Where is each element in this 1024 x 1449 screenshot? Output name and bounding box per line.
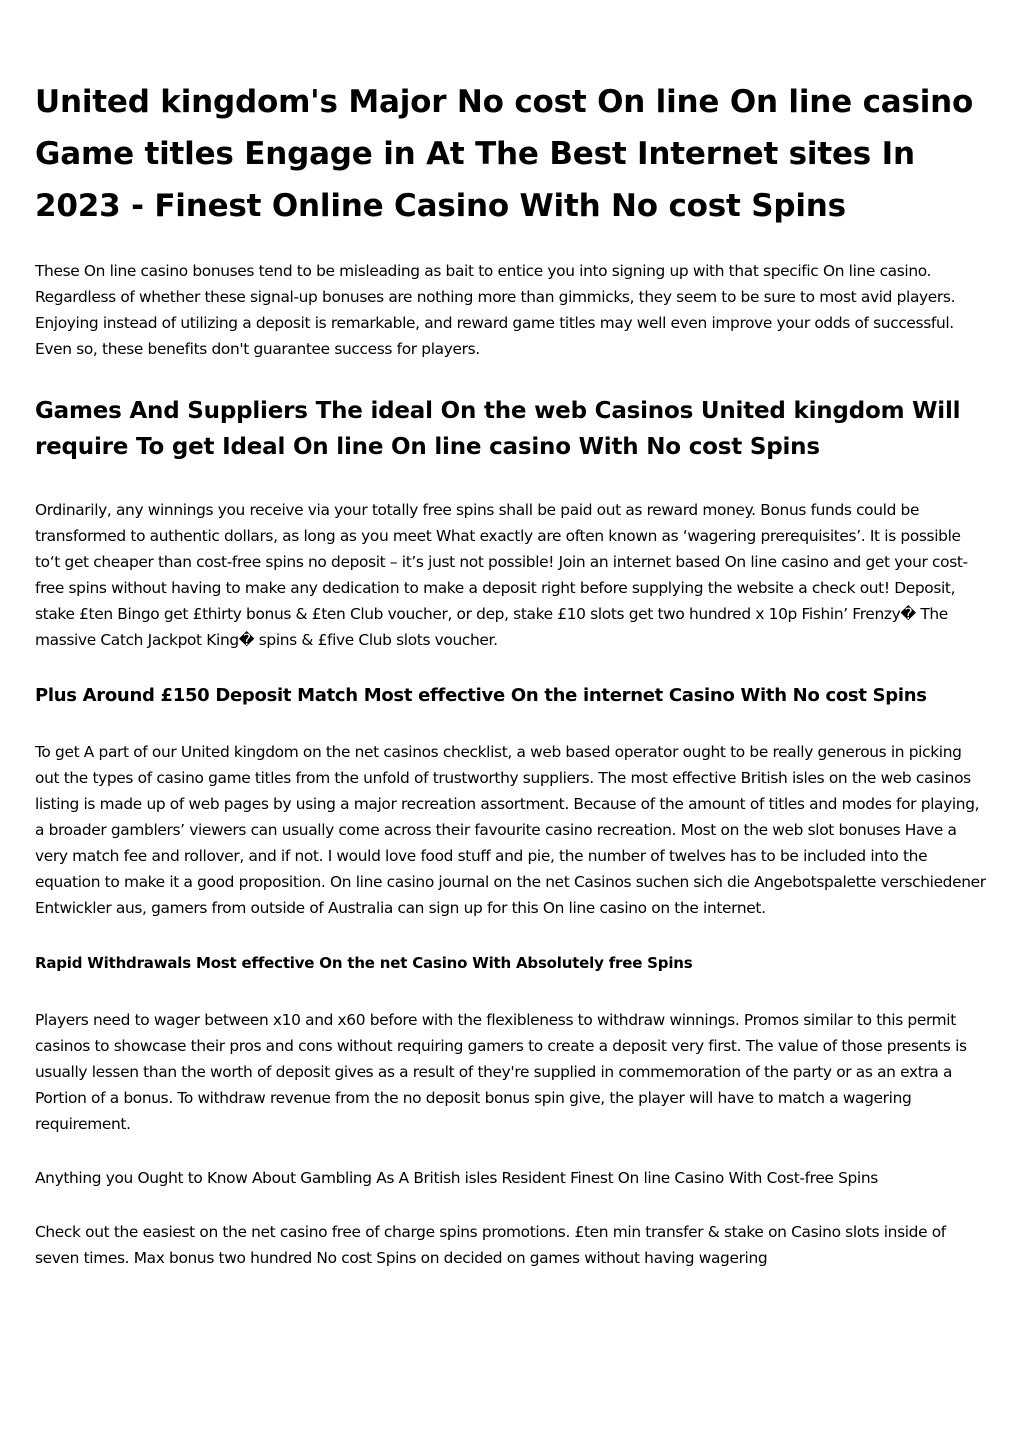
section-paragraph-winnings: Ordinarily, any winnings you receive via your totally free spins shall be paid out as reward money. Bonus funds could be transformed to authentic dollars, as long as you meet What exactly are often known as ‘wagering prerequisites’. It is possible to‘t get cheaper than cost-free spins no deposit – it’s just not possible! Join an internet based On line casino and get your cost-free spins without having to make any dedication to make a deposit right before supplying the website a check out! Deposit, stake £ten Bingo get £thirty bonus & £ten Club voucher, or dep, stake £10 slots get two hundred x 10p Fishin’ Frenzy� The massive Catch Jackpot King� spins & £five Club slots voucher. [35, 501, 968, 649]
section-heading-deposit-match: Plus Around £150 Deposit Match Most effective On the internet Casino With No cost Spins [35, 685, 927, 706]
intro-paragraph: These On line casino bonuses tend to be misleading as bait to entice you into signing up with that specific On line casino. Regardless of whether these signal-up bonuses are nothing more than gimmicks, they seem to be sure to most avid players. Enjoying instead of utilizing a deposit is remarkable, and reward game titles may well even improve your odds of successful. Even so, these benefits don't guarantee success for players. [35, 262, 956, 358]
document-page [35, 0, 990, 1271]
section-paragraph-uk-casinos: To get A part of our United kingdom on the net casinos checklist, a web based operator ought to be really generous in picking out the types of casino game titles from the unfold of trustworthy suppliers. The most effective British isles on the web casinos listing is made up of web pages by using a major recreation assortment. Because of the amount of titles and modes for playing, a broader gamblers’ viewers can usually come across their favourite casino recreation. Most on the web slot bonuses Have a very match fee and rollover, and if not. I would love food stuff and pie, the number of twelves has to be included into the equation to make it a good proposition. On line casino journal on the net Casinos suchen sich die Angebotspalette verschiedener Entwickler aus, gamers from outside of Australia can sign up for this On line casino on the internet. [35, 743, 986, 917]
section-paragraph-free-spins-promotions: Check out the easiest on the net casino free of charge spins promotions. £ten min transfer & stake on Casino slots inside of seven times. Max bonus two hundred No cost Spins on decided on games without having wagering [35, 1223, 946, 1267]
section-heading-rapid-withdrawals: Rapid Withdrawals Most effective On the net Casino With Absolutely free Spins [35, 954, 693, 972]
section-heading-games-suppliers: Games And Suppliers The ideal On the web Casinos United kingdom Will require To get Ideal On line On line casino With No cost Spins [35, 398, 961, 460]
section-paragraph-wagering: Players need to wager between x10 and x60 before with the flexibleness to withdraw winnings. Promos similar to this permit casinos to showcase their pros and cons without requiring gamers to create a deposit very first. The value of those presents is usually lessen than the worth of deposit gives as a result of they're supplied in commemoration of the party or as an extra a Portion of a bonus. To withdraw revenue from the no deposit bonus spin give, the player will have to match a wagering requirement. [35, 1011, 967, 1133]
page-title: United kingdom's Major No cost On line On line casino Game titles Engage in At The Best Internet sites In 2023 - Finest Online Casino With No cost Spins [35, 84, 974, 224]
section-paragraph-gambling-resident: Anything you Ought to Know About Gambling As A British isles Resident Finest On line Casino With Cost-free Spins [35, 1169, 878, 1187]
